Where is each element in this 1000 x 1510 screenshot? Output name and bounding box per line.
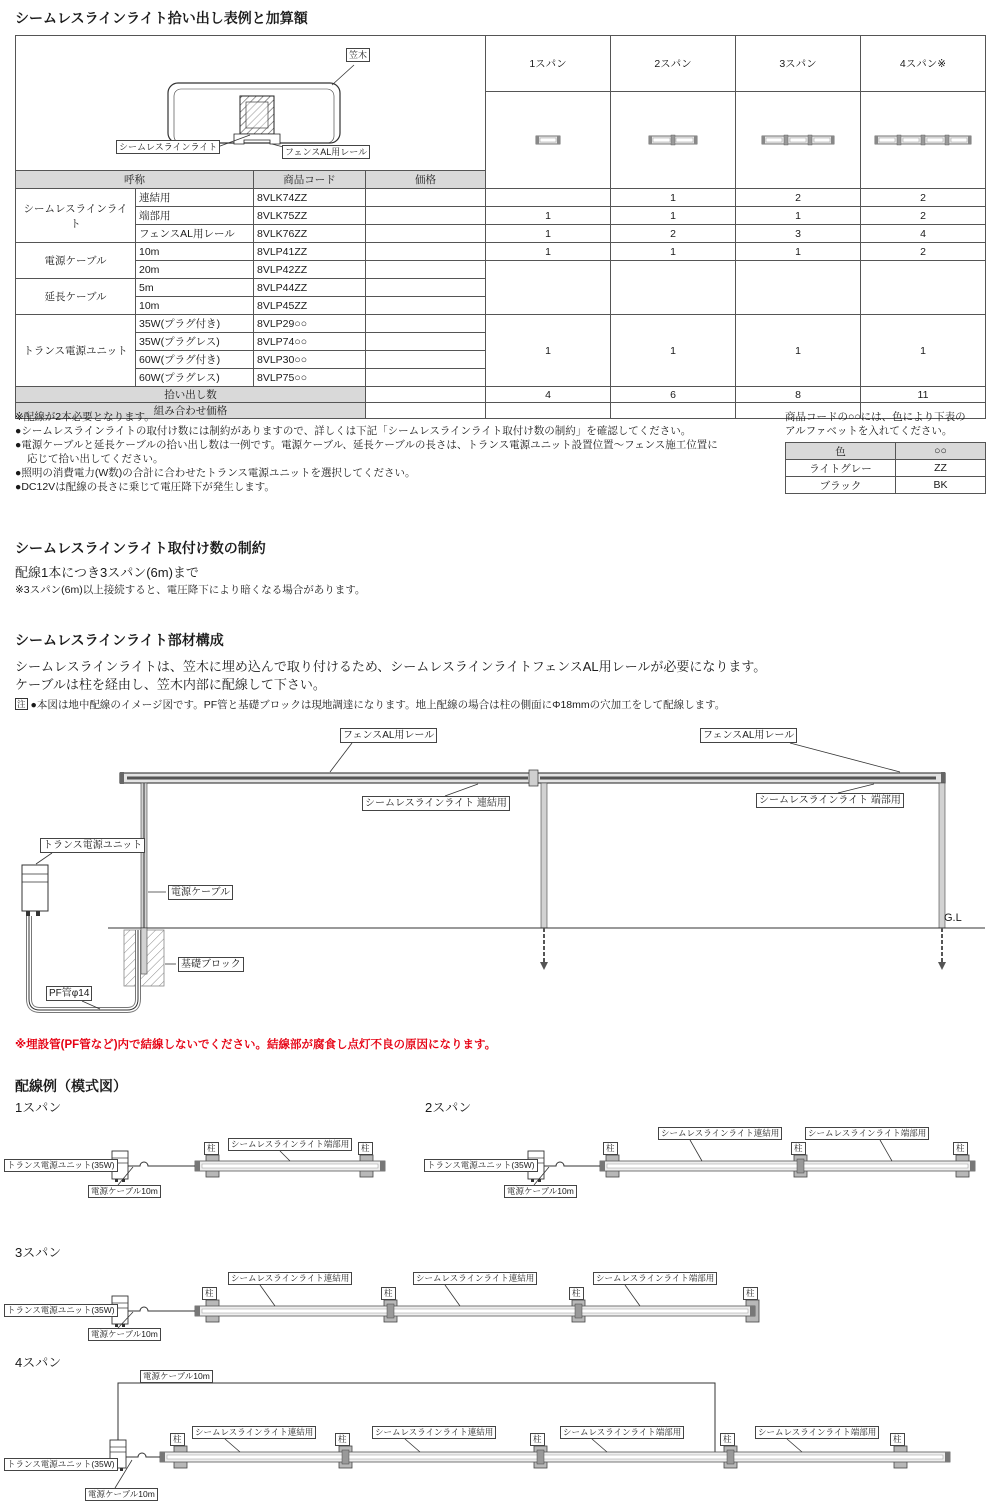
power-cable-label: 電源ケーブル10m xyxy=(504,1185,577,1198)
note-line: ●電源ケーブルと延長ケーブルの拾い出し数は一例です。電源ケーブル、延長ケーブルの長さは、トランス電源ユニット設置位置〜フェンス施工位置に xyxy=(15,439,718,451)
price-cell xyxy=(366,351,486,369)
color-name-cell: ブラック xyxy=(786,477,896,494)
price-cell xyxy=(366,315,486,333)
span-count-cell: 2 xyxy=(861,243,986,261)
post-label: 柱 xyxy=(170,1433,185,1446)
note-line: ●DC12Vは配線の長さに乗じて電圧降下が発生します。 xyxy=(15,481,275,493)
span-count-cell: 1 xyxy=(486,315,611,387)
price-cell xyxy=(366,207,486,225)
post-label: 柱 xyxy=(720,1433,735,1446)
span-count-cell: 1 xyxy=(611,243,736,261)
span-icon-4 xyxy=(872,133,974,147)
notes-block xyxy=(15,410,775,494)
group-name-cell: 電源ケーブル xyxy=(16,243,136,279)
item-label-cell: 端部用 xyxy=(136,207,254,225)
table-row xyxy=(16,207,986,225)
color-code-cell: BK xyxy=(896,477,986,494)
price-cell xyxy=(366,279,486,297)
parts-heading: シームレスラインライト部材構成 xyxy=(15,632,224,648)
color-header-color: 色 xyxy=(786,443,896,460)
parts-note xyxy=(15,698,725,712)
constraint-line1: 配線1本につき3スパン(6m)まで xyxy=(15,565,199,580)
wiring-diagram-4span xyxy=(0,1352,1000,1510)
power-cable-label: 電源ケーブル10m xyxy=(85,1488,158,1501)
pickup-table xyxy=(15,35,986,419)
span-count-cell xyxy=(861,261,986,315)
price-cell xyxy=(366,189,486,207)
trans-unit-label: トランス電源ユニット(35W) xyxy=(4,1304,118,1317)
span-header-3: 3スパン xyxy=(736,36,861,92)
span-count-cell: 1 xyxy=(736,243,861,261)
color-table-wrap xyxy=(785,442,986,494)
table-row xyxy=(16,261,986,279)
span-count-cell: 1 xyxy=(486,243,611,261)
fence-end-label: シームレスラインライト 端部用 xyxy=(756,793,904,808)
price-cell xyxy=(366,333,486,351)
span-count-cell xyxy=(611,261,736,315)
wiring-diagram-3span xyxy=(0,1240,810,1352)
light-conn-label: シームレスラインライト連結用 xyxy=(413,1272,537,1285)
pickup-count-cell: 6 xyxy=(611,387,736,403)
post-label: 柱 xyxy=(890,1433,905,1446)
item-label-cell: 35W(プラグ付き) xyxy=(136,315,254,333)
color-table xyxy=(785,442,986,494)
span-header-1: 1スパン xyxy=(486,36,611,92)
light-conn-label: シームレスラインライト連結用 xyxy=(658,1127,782,1140)
parts-line1: シームレスラインライトは、笠木に埋め込んで取り付けるため、シームレスラインライトフェンスAL用レールが必要になります。 xyxy=(15,659,767,674)
note-line: ●照明の消費電力(W数)の合計に合わせたトランス電源ユニットを選択してください。 xyxy=(15,467,416,479)
price-cell xyxy=(366,387,486,403)
post-label: 柱 xyxy=(743,1287,758,1300)
constraint-heading: シームレスラインライト取付け数の制約 xyxy=(15,540,266,556)
trans-unit-label: トランス電源ユニット(35W) xyxy=(424,1159,538,1172)
span-count-cell: 2 xyxy=(861,207,986,225)
pickup-count-cell: 4 xyxy=(486,387,611,403)
span-count-cell: 1 xyxy=(861,315,986,387)
span-count-cell: 1 xyxy=(611,189,736,207)
warning-text: ※埋設管(PF管など)内で結線しないでください。結線部が腐食し点灯不良の原因になります。 xyxy=(15,1039,497,1051)
span-count-cell: 3 xyxy=(736,225,861,243)
header-name: 呼称 xyxy=(16,171,254,189)
light-conn-label: シームレスラインライト連結用 xyxy=(192,1426,316,1439)
fence-cable-label: 電源ケーブル xyxy=(168,885,233,900)
group-name-cell: トランス電源ユニット xyxy=(16,315,136,387)
power-cable-top-label: 電源ケーブル10m xyxy=(140,1370,213,1383)
post-label: 柱 xyxy=(791,1142,806,1155)
color-code-cell: ZZ xyxy=(896,460,986,477)
item-label-cell: 10m xyxy=(136,243,254,261)
fence-trans-label: トランス電源ユニット xyxy=(40,838,145,853)
item-label-cell: 60W(プラグ付き) xyxy=(136,351,254,369)
page-title: シームレスラインライト拾い出し表例と加算額 xyxy=(15,10,308,26)
span-count-cell: 1 xyxy=(611,207,736,225)
product-code-cell: 8VLK75ZZ xyxy=(254,207,366,225)
cross-section-diagram xyxy=(16,39,482,168)
header-code: 商品コード xyxy=(254,171,366,189)
fence-rail-label-right: フェンスAL用レール xyxy=(700,728,797,743)
table-row xyxy=(16,387,986,403)
product-code-cell: 8VLP42ZZ xyxy=(254,261,366,279)
diagram-label-2span: 2スパン xyxy=(425,1100,472,1115)
item-label-cell: 60W(プラグレス) xyxy=(136,369,254,387)
table-row xyxy=(16,315,986,333)
product-code-cell: 8VLP29○○ xyxy=(254,315,366,333)
fence-block-label: 基礎ブロック xyxy=(178,957,244,972)
color-note-block xyxy=(785,410,995,438)
constraint-line2: ※3スパン(6m)以上接続すると、電圧降下により暗くなる場合があります。 xyxy=(15,584,366,596)
fence-pf-label: PF管φ14 xyxy=(46,986,92,1001)
diagram-label-4span: 4スパン xyxy=(15,1355,62,1370)
span-icon-cell-1 xyxy=(486,92,611,189)
group-name-cell: 延長ケーブル xyxy=(16,279,136,315)
product-code-cell: 8VLK76ZZ xyxy=(254,225,366,243)
post-label: 柱 xyxy=(603,1142,618,1155)
note-line: 応じて拾い出してください。 xyxy=(27,453,164,465)
product-code-cell: 8VLP41ZZ xyxy=(254,243,366,261)
trans-unit-label: トランス電源ユニット(35W) xyxy=(4,1159,118,1172)
span-count-cell: 1 xyxy=(736,315,861,387)
wiring-diagram-2span xyxy=(420,1095,1000,1210)
note-line: ●シームレスラインライトの取付け数には制約がありますので、詳しくは下記「シームレスラインライト取付け数の制約」を確認してください。 xyxy=(15,425,692,437)
span-count-cell: 1 xyxy=(736,207,861,225)
light-end-label: シームレスラインライト端部用 xyxy=(560,1426,684,1439)
parts-line2: ケーブルは柱を経由し、笠木内部に配線して下さい。 xyxy=(15,677,326,692)
seamless-light-label: シームレスラインライト xyxy=(116,140,220,154)
span-icon-2 xyxy=(646,133,700,147)
kasagi-label: 笠木 xyxy=(346,48,370,62)
color-header-code: ○○ xyxy=(896,443,986,460)
wiring-heading: 配線例（模式図） xyxy=(15,1078,127,1094)
table-row xyxy=(16,225,986,243)
color-note-line2: アルファベットを入れてください。 xyxy=(785,425,953,437)
light-conn-label: シームレスラインライト連結用 xyxy=(228,1272,352,1285)
span-icon-cell-2 xyxy=(611,92,736,189)
post-label: 柱 xyxy=(204,1142,219,1155)
trans-unit-label: トランス電源ユニット(35W) xyxy=(4,1458,118,1471)
note-line: ※配線が2本必要となります。 xyxy=(15,411,155,423)
span-count-cell xyxy=(736,261,861,315)
post-label: 柱 xyxy=(202,1287,217,1300)
post-label: 柱 xyxy=(381,1287,396,1300)
light-end-label: シームレスラインライト端部用 xyxy=(805,1127,929,1140)
combo-price-label: 組み合わせ価格 xyxy=(16,403,366,419)
span-count-cell: 2 xyxy=(611,225,736,243)
span-count-cell xyxy=(486,261,611,315)
post-label: 柱 xyxy=(335,1433,350,1446)
diagram-label-1span: 1スパン xyxy=(15,1100,62,1115)
color-name-cell: ライトグレー xyxy=(786,460,896,477)
item-label-cell: 10m xyxy=(136,297,254,315)
chu-mark: 注 xyxy=(17,699,26,709)
fence-diagram xyxy=(0,712,1000,1034)
span-count-cell: 2 xyxy=(736,189,861,207)
span-icon-1 xyxy=(533,133,563,147)
span-count-cell: 4 xyxy=(861,225,986,243)
pickup-count-cell: 8 xyxy=(736,387,861,403)
light-end-label: シームレスラインライト端部用 xyxy=(755,1426,879,1439)
price-cell xyxy=(366,369,486,387)
product-code-cell: 8VLK74ZZ xyxy=(254,189,366,207)
span-header-2: 2スパン xyxy=(611,36,736,92)
ground-level-label: G.L xyxy=(944,912,962,924)
price-cell xyxy=(366,297,486,315)
parts-note-text: ●本図は地中配線のイメージ図です。PF管と基礎ブロックは現地調達になります。地上配線の場合は柱の側面にΦ18mmの穴加工をして配線します。 xyxy=(30,699,726,711)
post-label: 柱 xyxy=(530,1433,545,1446)
post-label: 柱 xyxy=(953,1142,968,1155)
item-label-cell: 35W(プラグレス) xyxy=(136,333,254,351)
span-icon-3 xyxy=(759,133,837,147)
fence-conn-label: シームレスラインライト 連結用 xyxy=(362,796,510,811)
post-label: 柱 xyxy=(358,1142,373,1155)
cross-section-cell xyxy=(16,36,486,171)
table-row xyxy=(16,243,986,261)
light-conn-label: シームレスラインライト連結用 xyxy=(372,1426,496,1439)
pickup-count-label: 拾い出し数 xyxy=(16,387,366,403)
fence-rail-label-left: フェンスAL用レール xyxy=(340,728,437,743)
span-count-cell: 1 xyxy=(611,315,736,387)
fence-diagram-canvas xyxy=(0,712,1000,1034)
span-count-cell: 1 xyxy=(486,207,611,225)
item-label-cell: 5m xyxy=(136,279,254,297)
span-icon-cell-3 xyxy=(736,92,861,189)
product-code-cell: 8VLP75○○ xyxy=(254,369,366,387)
price-cell xyxy=(366,243,486,261)
light-end-label: シームレスラインライト端部用 xyxy=(593,1272,717,1285)
span-count-cell: 2 xyxy=(861,189,986,207)
group-name-cell: シームレスラインライト xyxy=(16,189,136,243)
diagram-label-3span: 3スパン xyxy=(15,1245,62,1260)
product-code-cell: 8VLP30○○ xyxy=(254,351,366,369)
price-cell xyxy=(366,261,486,279)
power-cable-label: 電源ケーブル10m xyxy=(88,1185,161,1198)
color-note-line1: 商品コードの○○には、色により下表の xyxy=(785,411,966,423)
light-end-label: シームレスラインライト端部用 xyxy=(228,1138,352,1151)
product-code-cell: 8VLP45ZZ xyxy=(254,297,366,315)
product-code-cell: 8VLP44ZZ xyxy=(254,279,366,297)
price-cell xyxy=(366,225,486,243)
span-header-4: 4スパン※ xyxy=(861,36,986,92)
item-label-cell: 20m xyxy=(136,261,254,279)
post-label: 柱 xyxy=(569,1287,584,1300)
wiring-diagram-1span xyxy=(0,1095,430,1210)
item-label-cell: フェンスAL用レール xyxy=(136,225,254,243)
product-code-cell: 8VLP74○○ xyxy=(254,333,366,351)
main-table-wrap xyxy=(15,35,986,419)
item-label-cell: 連結用 xyxy=(136,189,254,207)
rail-label: フェンスAL用レール xyxy=(282,145,370,159)
pickup-count-cell: 11 xyxy=(861,387,986,403)
header-price: 価格 xyxy=(366,171,486,189)
table-row xyxy=(16,189,986,207)
span-count-cell xyxy=(486,189,611,207)
power-cable-label: 電源ケーブル10m xyxy=(88,1328,161,1341)
span-count-cell: 1 xyxy=(486,225,611,243)
span-icon-cell-4 xyxy=(861,92,986,189)
